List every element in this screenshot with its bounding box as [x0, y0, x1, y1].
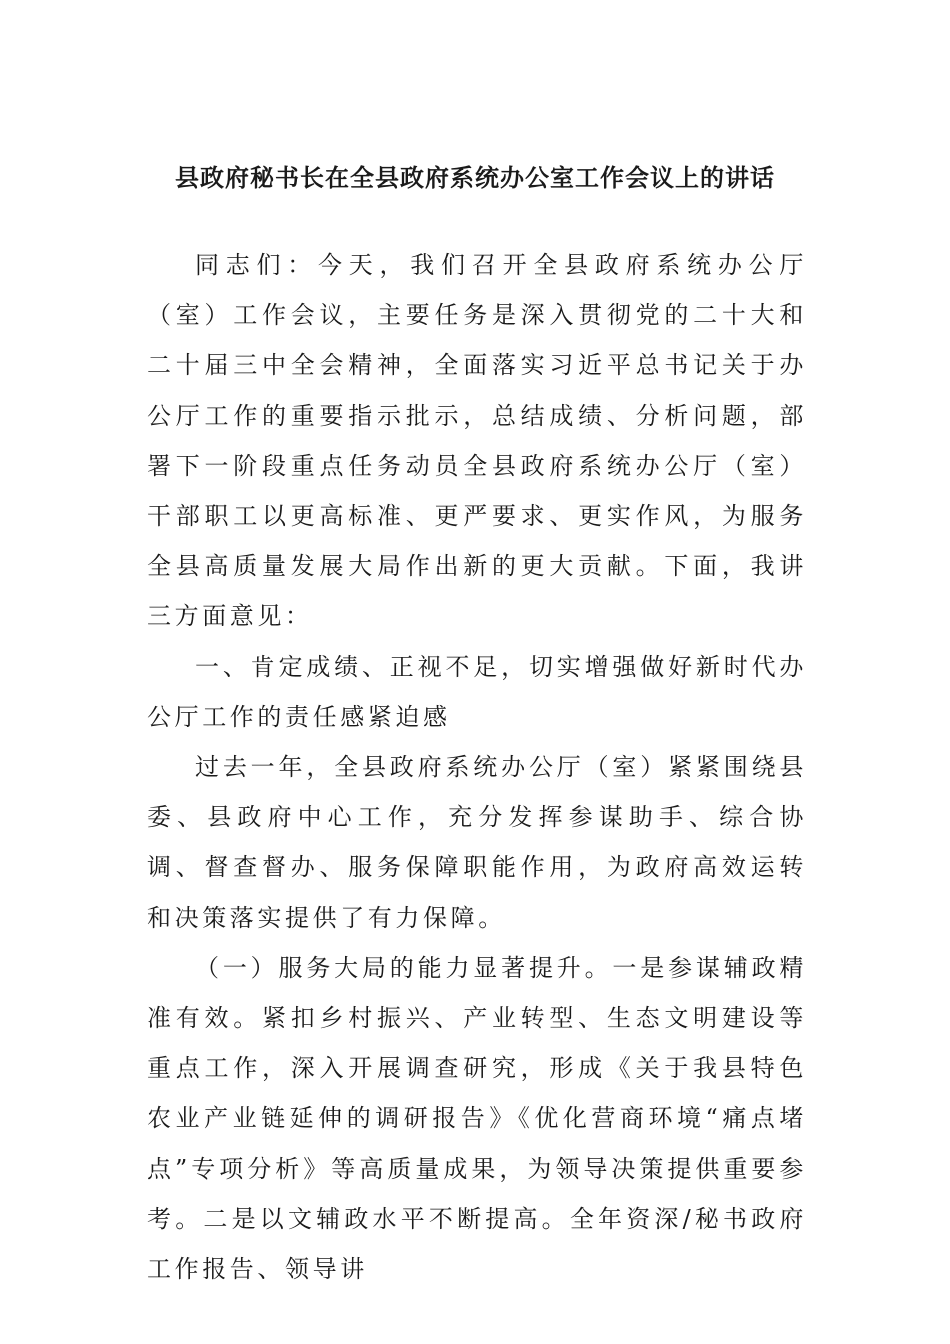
opening-paragraph: 同志们：今天，我们召开全县政府系统办公厅（室）工作会议，主要任务是深入贯彻党的二十大和二十届三中全会精神，全面落实习近平总书记关于办公厅工作的重要指示批示，总结成绩、分析问题，部署下一阶段重点任务动员全县政府系统办公厅（室）干部职工以更高标准、更严要求、更实作风，为服务全县高质量发展大局作出新的更大贡献。下面，我讲三方面意见： [147, 251, 807, 631]
subsection-paragraph-1: （一）服务大局的能力显著提升。一是参谋辅政精准有效。紧扣乡村振兴、产业转型、生态文明建设等重点工作，深入开展调查研究，形成《关于我县特色农业产业链延伸的调研报告》《优化营商环境“痛点堵点”专项分析》等高质量成果，为领导决策提供重要参考。二是以文辅政水平不断提高。全年资深/秘书政府工作报告、领导讲 [147, 953, 807, 1284]
document-body [147, 240, 807, 1294]
document-title: 县政府秘书长在全县政府系统办公室工作会议上的讲话 [175, 164, 775, 192]
body-paragraph: 过去一年，全县政府系统办公厅（室）紧紧围绕县委、县政府中心工作，充分发挥参谋助手、综合协调、督查督办、服务保障职能作用，为政府高效运转和决策落实提供了有力保障。 [147, 753, 807, 932]
section-heading-1: 一、肯定成绩、正视不足，切实增强做好新时代办公厅工作的责任感紧迫感 [147, 652, 807, 731]
